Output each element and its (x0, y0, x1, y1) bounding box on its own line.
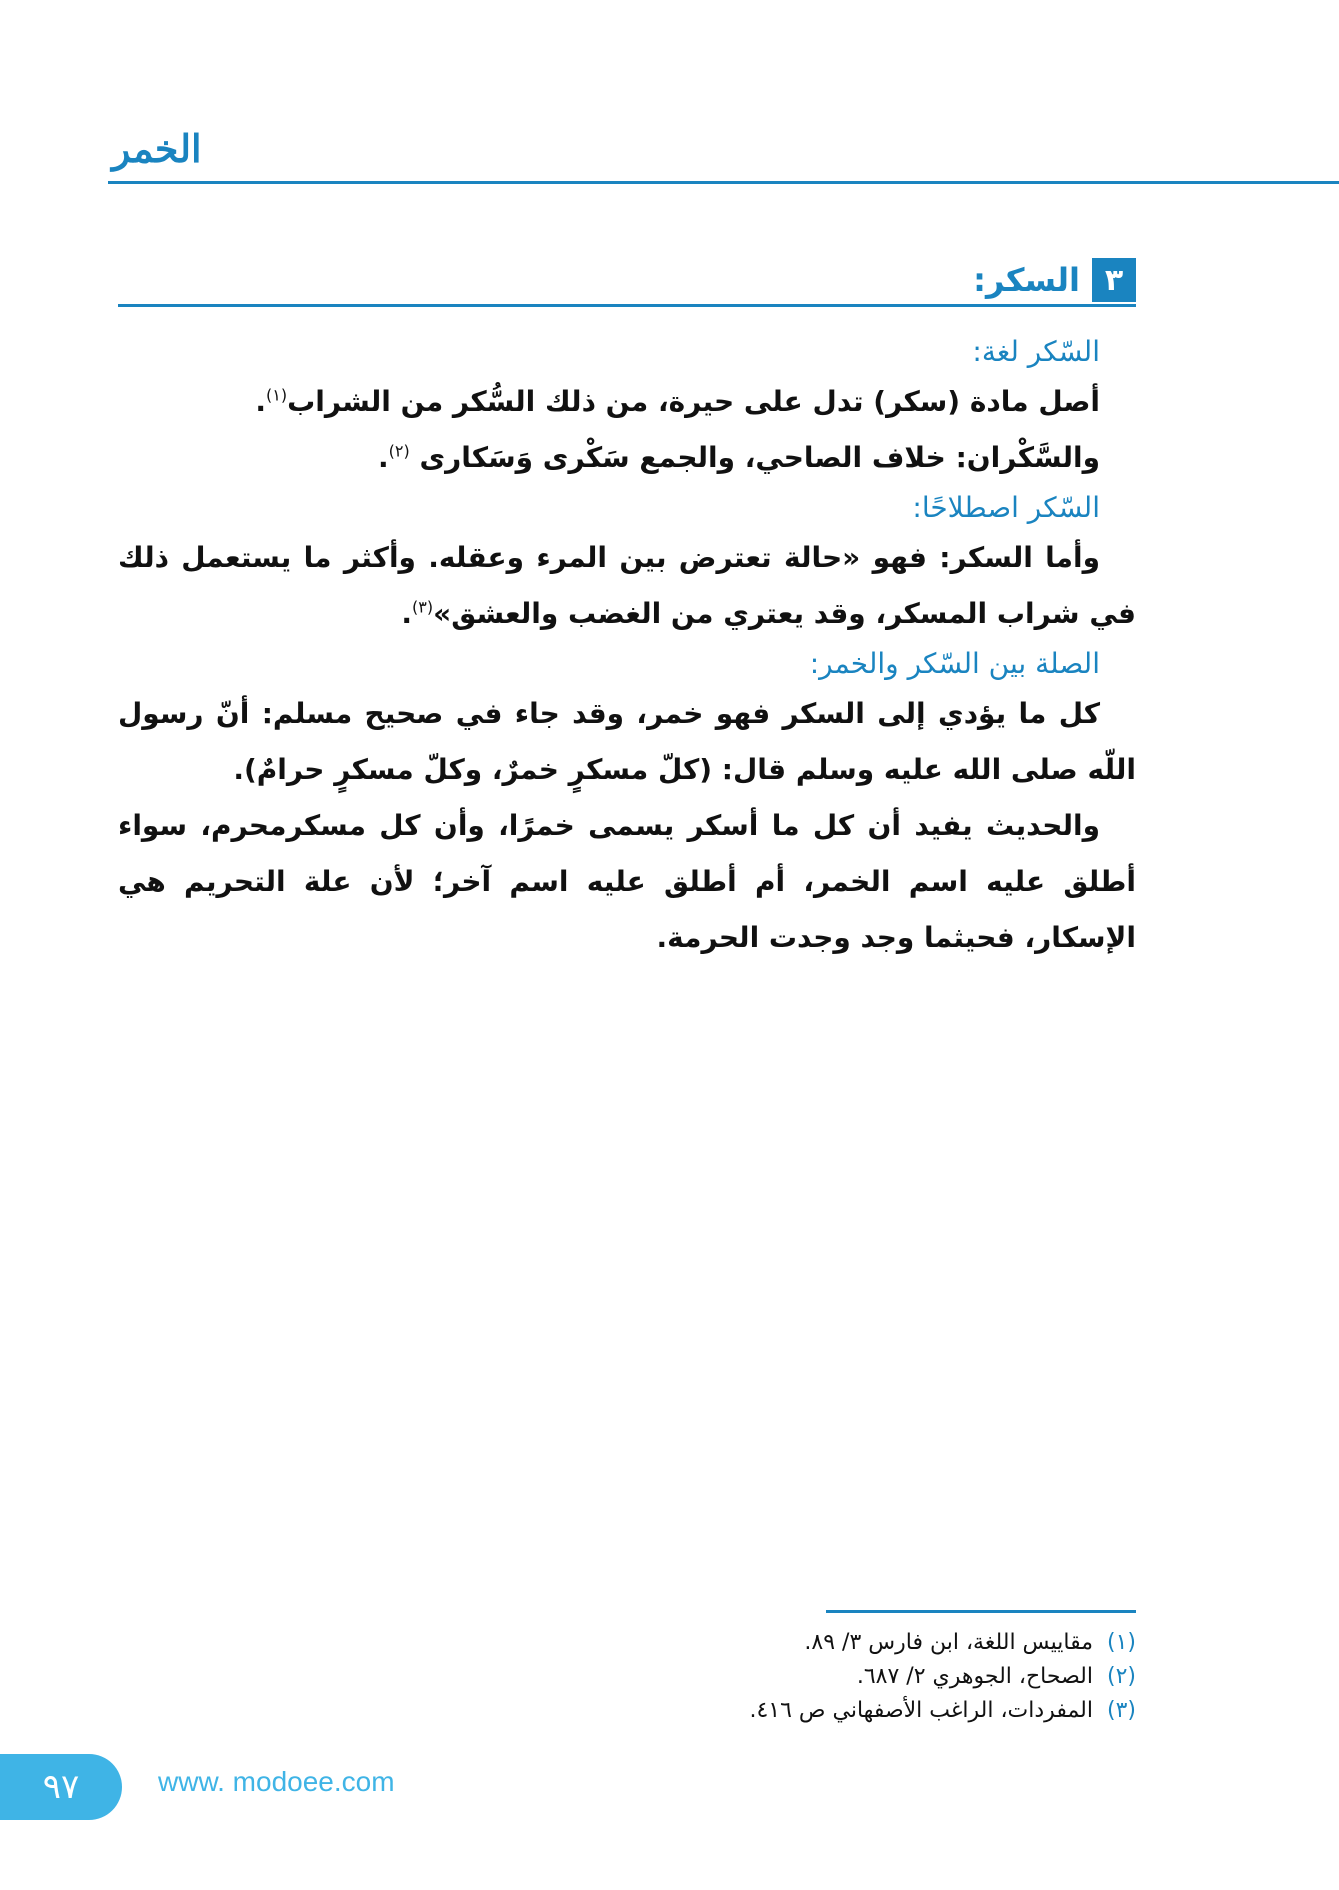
footnote-rule (826, 1610, 1136, 1613)
footnote-ref: (٢) (388, 441, 410, 461)
sentence-end: . (378, 441, 389, 474)
footnote-mark: (١) (1106, 1630, 1136, 1655)
header-rule (108, 181, 1339, 184)
paragraph (118, 686, 1136, 798)
paragraph-text: كل ما يؤدي إلى السكر فهو خمر، وقد جاء في صحيح مسلم: أنّ رسول اللّه صلى الله عليه وسلم قال: (كلّ مسكرٍ خمرٌ، وكلّ مسكرٍ حرامٌ). (118, 697, 1136, 786)
paragraph (118, 530, 1136, 642)
paragraph-text: أصل مادة (سكر) تدل على حيرة، من ذلك السُّكر من الشراب (287, 385, 1100, 418)
body-text (118, 330, 1136, 966)
footnote-text: الصحاح، الجوهري ٢/ ٦٨٧. (856, 1664, 1093, 1689)
paragraph-text: والحديث يفيد أن كل ما أسكر يسمى خمرًا، وأن كل مسكرمحرم، سواء أطلق عليه اسم الخمر، أم أطلق عليه اسم آخر؛ لأن علة التحريم هي الإسكار، فحيثما وجد وجدت الحرمة. (118, 809, 1136, 954)
footnote-mark: (٢) (1106, 1664, 1136, 1689)
paragraph-text: والسَّكْران: خلاف الصاحي، والجمع سَكْرى وَسَكارى (409, 441, 1100, 474)
sentence-end: . (255, 385, 267, 418)
footnote (500, 1626, 1136, 1660)
footnote-text: مقاييس اللغة، ابن فارس ٣/ ٨٩. (804, 1630, 1093, 1655)
section-rule (118, 304, 1136, 307)
section-heading (118, 258, 1136, 304)
paragraph (118, 798, 1136, 966)
running-header-title: الخمر (112, 126, 202, 171)
footnote-text: المفردات، الراغب الأصفهاني ص ٤١٦. (749, 1698, 1093, 1723)
footnote (500, 1694, 1136, 1728)
footnote-mark: (٣) (1106, 1698, 1136, 1723)
website-url[interactable]: www. modoee.com (158, 1766, 395, 1797)
subheading: الصلة بين السّكر والخمر: (809, 647, 1100, 680)
paragraph-text: وأما السكر: فهو «حالة تعترض بين المرء وعقله. وأكثر ما يستعمل ذلك في شراب المسكر، وقد يعتري من الغضب والعشق» (118, 541, 1136, 630)
subheading: السّكر لغة: (972, 335, 1100, 368)
footnotes (500, 1626, 1136, 1728)
section-title: السكر: (973, 261, 1080, 299)
section-number-badge: ٣ (1092, 258, 1136, 302)
footnote (500, 1660, 1136, 1694)
paragraph (118, 374, 1136, 430)
footnote-ref: (١) (266, 385, 288, 405)
footnote-ref: (٣) (412, 597, 434, 617)
page-number: ٩٧ (0, 1754, 122, 1820)
paragraph (118, 430, 1136, 486)
subheading: السّكر اصطلاحًا: (912, 491, 1100, 524)
sentence-end: . (401, 597, 413, 630)
